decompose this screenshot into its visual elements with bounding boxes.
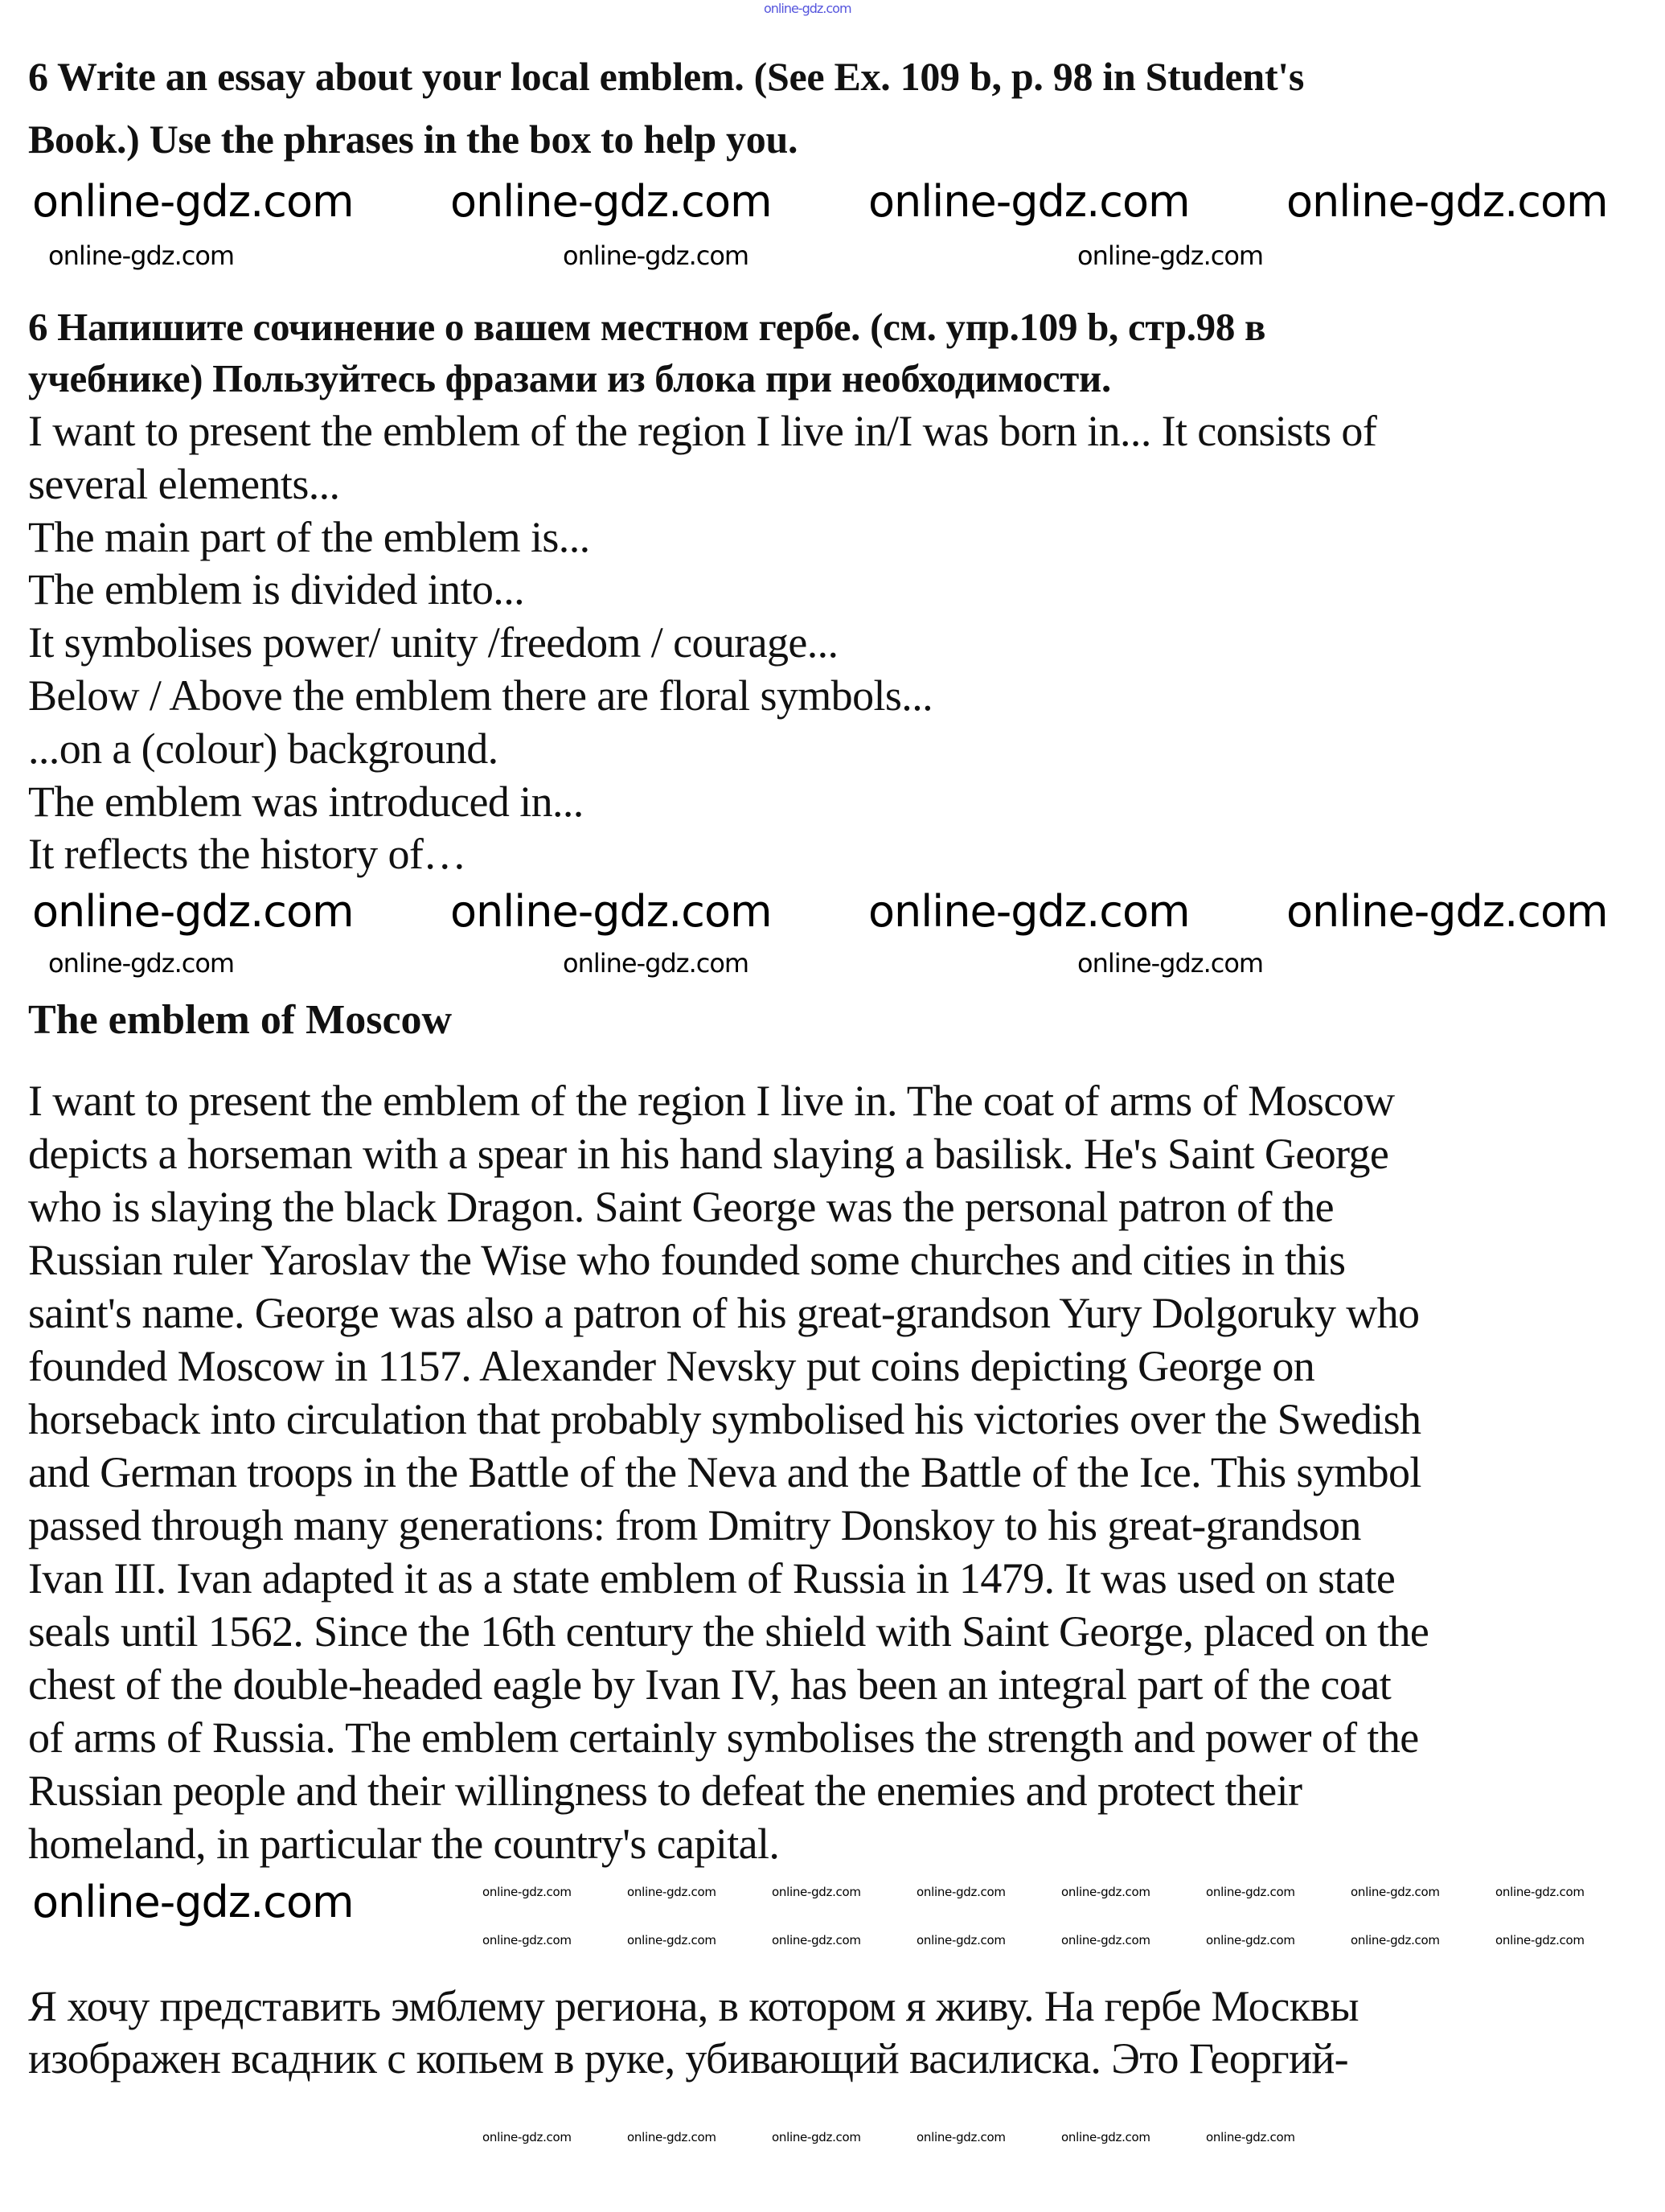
watermark: online-gdz.com [32,176,354,227]
essay-line: and German troops in the Battle of the Neva and the Battle of the Ice. This symbol [28,1448,1421,1496]
watermark: online-gdz.com [1206,1885,1295,1899]
watermark: online-gdz.com [868,176,1190,227]
essay-line: of arms of Russia. The emblem certainly symbolises the strength and power of the [28,1713,1419,1762]
watermark: online-gdz.com [917,1885,1006,1899]
essay-title: The emblem of Moscow [28,997,453,1043]
essay-line: изображен всадник с копьем в руке, убивающий василиска. Это Георгий- [28,2034,1349,2083]
watermark: online-gdz.com [32,886,354,937]
watermark: online-gdz.com [917,1933,1006,1947]
watermark: online-gdz.com [917,2130,1006,2144]
watermark: online-gdz.com [772,1933,861,1947]
watermark: online-gdz.com [1351,1933,1440,1947]
phrase-box [28,405,1376,881]
essay-line: founded Moscow in 1157. Alexander Nevsky put coins depicting George on [28,1342,1315,1390]
heading-line: учебнике) Пользуйтесь фразами из блока при необходимости. [28,356,1111,400]
watermark: online-gdz.com [482,1933,572,1947]
essay-line: I want to present the emblem of the region I live in. The coat of arms of Moscow [28,1077,1395,1125]
heading-line: Book.) Use the phrases in the box to help you. [28,117,798,162]
phrase: It symbolises power/ unity /freedom / courage... [28,618,839,667]
watermark: online-gdz.com [32,1877,354,1927]
watermark: online-gdz.com [1495,1933,1585,1947]
watermark: online-gdz.com [1351,1885,1440,1899]
watermark: online-gdz.com [1077,948,1264,979]
essay-line: seals until 1562. Since the 16th century the shield with Saint George, placed on the [28,1607,1429,1656]
watermark: online-gdz.com [1286,886,1608,937]
watermark: online-gdz.com [1206,2130,1295,2144]
watermark: online-gdz.com [563,948,749,979]
essay-line: Я хочу представить эмблему региона, в котором я живу. На гербе Москвы [28,1982,1359,2030]
essay-line: Russian people and their willingness to defeat the enemies and protect their [28,1767,1302,1815]
phrase: ...on a (colour) background. [28,724,498,773]
watermark: online-gdz.com [48,948,235,979]
essay-translation-ru [28,1980,1359,2085]
watermark: online-gdz.com [48,240,235,271]
watermark: online-gdz.com [627,2130,716,2144]
phrase: Below / Above the emblem there are floral symbols... [28,671,933,720]
phrase: The main part of the emblem is... [28,512,590,561]
watermark: online-gdz.com [772,1885,861,1899]
watermark: online-gdz.com [1495,1885,1585,1899]
essay-body [28,1074,1429,1870]
phrase: The emblem was introduced in... [28,777,584,826]
phrase: I want to present the emblem of the region I live in/I was born in... It consists of [28,407,1377,455]
watermark: online-gdz.com [764,1,851,16]
watermark: online-gdz.com [772,2130,861,2144]
exercise-heading-en [28,45,1304,170]
watermark: online-gdz.com [450,886,772,937]
watermark: online-gdz.com [627,1933,716,1947]
watermark: online-gdz.com [1061,1933,1150,1947]
watermark: online-gdz.com [1077,240,1264,271]
phrase: It reflects the history of… [28,830,466,879]
watermark: online-gdz.com [482,1885,572,1899]
phrase: The emblem is divided into... [28,565,524,614]
watermark: online-gdz.com [1206,1933,1295,1947]
heading-line: 6 Write an essay about your local emblem. (See Ex. 109 b, p. 98 in Student's [28,54,1305,99]
watermark: online-gdz.com [868,886,1190,937]
watermark: online-gdz.com [1061,1885,1150,1899]
heading-line: 6 Напишите сочинение о вашем местном гербе. (см. упр.109 b, стр.98 в [28,305,1266,349]
watermark: online-gdz.com [563,240,749,271]
watermark: online-gdz.com [450,176,772,227]
watermark: online-gdz.com [1286,176,1608,227]
exercise-heading-ru [28,302,1265,404]
essay-line: Ivan III. Ivan adapted it as a state emblem of Russia in 1479. It was used on state [28,1554,1396,1603]
essay-line: Russian ruler Yaroslav the Wise who founded some churches and cities in this [28,1236,1346,1284]
essay-line: homeland, in particular the country's capital. [28,1820,780,1868]
essay-line: passed through many generations: from Dmitry Donskoy to his great-grandson [28,1501,1361,1549]
phrase: several elements... [28,459,340,508]
essay-line: horseback into circulation that probably symbolised his victories over the Swedish [28,1395,1421,1443]
watermark: online-gdz.com [482,2130,572,2144]
essay-line: saint's name. George was also a patron of his great-grandson Yury Dolgoruky who [28,1289,1420,1337]
watermark: online-gdz.com [627,1885,716,1899]
watermark: online-gdz.com [1061,2130,1150,2144]
essay-line: who is slaying the black Dragon. Saint George was the personal patron of the [28,1183,1334,1231]
essay-line: depicts a horseman with a spear in his hand slaying a basilisk. He's Saint George [28,1130,1389,1178]
essay-line: chest of the double-headed eagle by Ivan IV, has been an integral part of the coat [28,1660,1392,1709]
